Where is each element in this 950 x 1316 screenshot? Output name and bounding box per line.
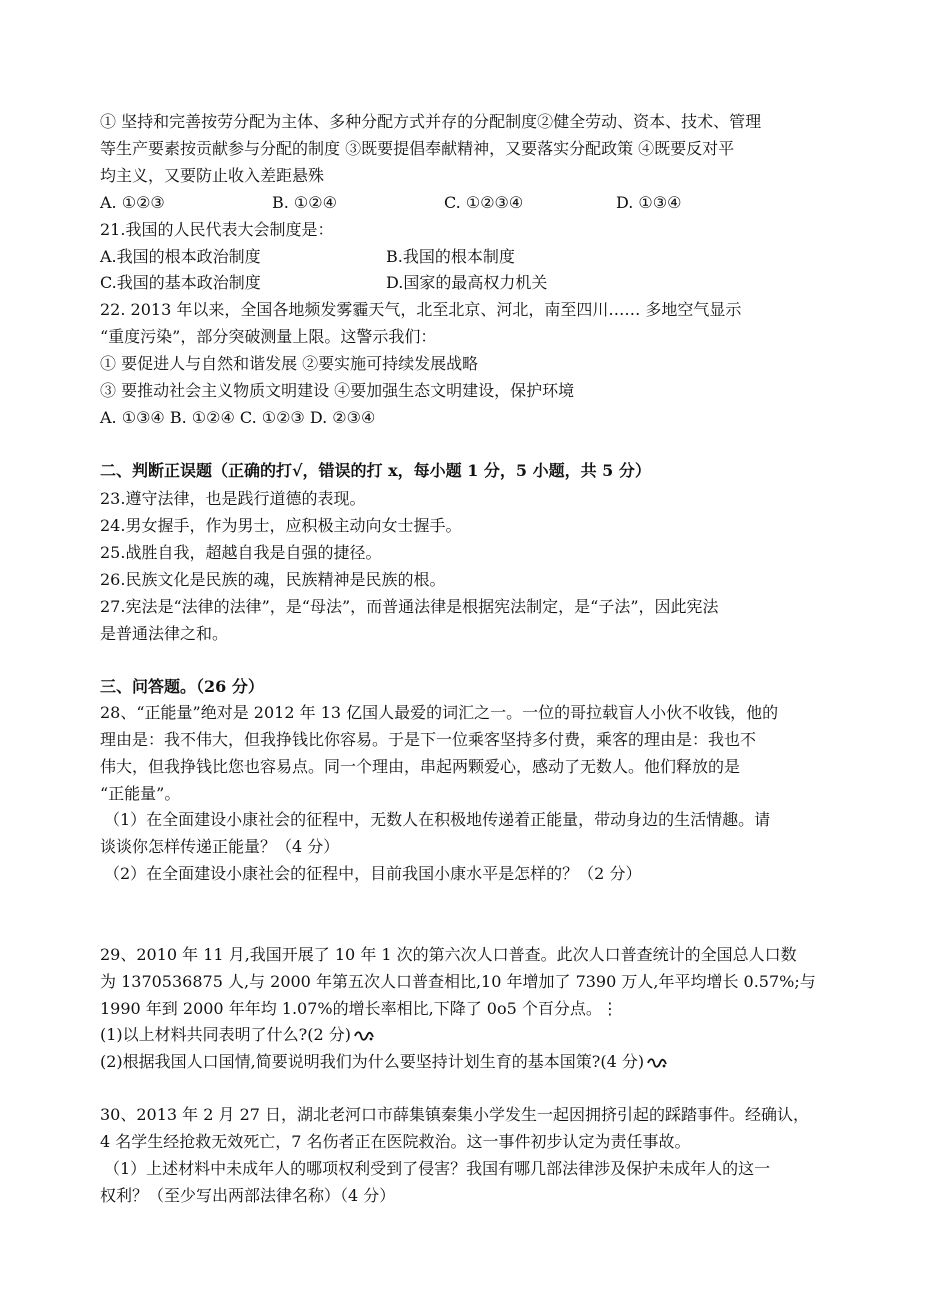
q21-option-c: C.我国的基本政治制度	[100, 273, 261, 292]
q20-text-line2: 等生产要素按贡献参与分配的制度 ③既要提倡奉献精神，又要落实分配政策 ④既要反对平	[100, 139, 735, 158]
q24: 24.男女握手，作为男士，应积极主动向女士握手。	[100, 516, 462, 535]
q30-line1: 30、2013 年 2 月 27 日，湖北老河口市薛集镇秦集小学发生一起因拥挤引起的踩踏事件。经确认，	[100, 1105, 810, 1124]
q21-option-d: D.国家的最高权力机关	[386, 273, 548, 292]
squiggle-mark-icon	[354, 1030, 374, 1042]
section2-heading: 二、判断正误题（正确的打√，错误的打 x，每小题 1 分，5 小题，共 5 分）	[100, 461, 651, 480]
q28-line1: 28、“正能量”绝对是 2012 年 13 亿国人最爱的词汇之一。一位的哥拉载盲人小伙不收钱，他的	[100, 703, 779, 722]
q28-line4: “正能量”。	[100, 784, 181, 803]
q28-sub1-line2: 谈谈你怎样传递正能量？（4 分）	[100, 837, 340, 856]
q21-question: 21.我国的人民代表大会制度是：	[100, 220, 334, 239]
q26: 26.民族文化是民族的魂，民族精神是民族的根。	[100, 570, 446, 589]
q20-option-c: C. ①②③④	[444, 193, 524, 212]
q27-line2: 是普通法律之和。	[100, 624, 229, 643]
q29-sub1	[100, 1025, 374, 1045]
q29-line3: 1990 年到 2000 年年均 1.07%的增长率相比,下降了 0o5 个百分点。⋮	[100, 999, 618, 1018]
q29-sub1-text: (1)以上材料共同表明了什么?(2 分)	[100, 1025, 351, 1044]
q30-line2: 4 名学生经抢救无效死亡，7 名伤者正在医院救治。这一事件初步认定为责任事故。	[100, 1132, 691, 1151]
q22-options: A. ①③④ B. ①②④ C. ①②③ D. ②③④	[100, 408, 376, 427]
q21-options-row2	[100, 273, 672, 293]
q20-text-line1: ① 坚持和完善按劳分配为主体、多种分配方式并存的分配制度②健全劳动、资本、技术、管理	[100, 112, 762, 131]
q20-option-a: A. ①②③	[100, 193, 165, 212]
q20-text-line3: 均主义，又要防止收入差距悬殊	[100, 166, 325, 185]
q21-options-row1	[100, 247, 672, 267]
q20-option-b: B. ①②④	[272, 193, 337, 212]
q21-option-a: A.我国的根本政治制度	[100, 247, 261, 266]
q21-option-b: B.我国的根本制度	[386, 247, 515, 266]
q20-options	[100, 193, 788, 213]
q27-line1: 27.宪法是“法律的法律”，是“母法”，而普通法律是根据宪法制定，是“子法”，因此宪法	[100, 597, 719, 616]
q25: 25.战胜自我，超越自我是自强的捷径。	[100, 543, 382, 562]
q22-line1: 22. 2013 年以来，全国各地频发雾霾天气，北至北京、河北，南至四川…… 多地空气显示	[100, 300, 742, 319]
q28-line2: 理由是：我不伟大，但我挣钱比你容易。于是下一位乘客坚持多付费，乘客的理由是：我也不	[100, 730, 757, 749]
q30-sub1-line2: 权利？（至少写出两部法律名称）（4 分）	[100, 1186, 396, 1205]
squiggle-mark-icon	[647, 1057, 667, 1069]
q22-line3: ① 要促进人与自然和谐发展 ②要实施可持续发展战略	[100, 354, 479, 373]
q28-sub1-line1: （1）在全面建设小康社会的征程中，无数人在积极地传递着正能量，带动身边的生活情趣。请	[104, 810, 771, 829]
q29-sub2	[100, 1052, 667, 1072]
q28-line3: 伟大，但我挣钱比您也容易点。同一个理由，串起两颗爱心，感动了无数人。他们释放的是	[100, 757, 741, 776]
q29-line1: 29、2010 年 11 月,我国开展了 10 年 1 次的第六次人口普查。此次人口普查统计的全国总人口数	[100, 945, 797, 964]
q22-line2: “重度污染”，部分突破测量上限。这警示我们：	[100, 327, 437, 346]
q29-sub2-text: (2)根据我国人口国情,简要说明我们为什么要坚持计划生育的基本国策?(4 分)	[100, 1052, 645, 1071]
q20-option-d: D. ①③④	[616, 193, 682, 212]
q29-line2: 为 1370536875 人,与 2000 年第五次人口普查相比,10 年增加了 7390 万人,年平均增长 0.57%;与	[100, 972, 816, 991]
section3-heading: 三、问答题。（26 分）	[100, 677, 264, 696]
q22-line4: ③ 要推动社会主义物质文明建设 ④要加强生态文明建设，保护环境	[100, 381, 575, 400]
q28-sub2: （2）在全面建设小康社会的征程中，目前我国小康水平是怎样的？（2 分）	[104, 864, 642, 883]
q23: 23.遵守法律，也是践行道德的表现。	[100, 489, 366, 508]
q30-sub1-line1: （1）上述材料中未成年人的哪项权利受到了侵害？我国有哪几部法律涉及保护未成年人的这一	[104, 1159, 771, 1178]
